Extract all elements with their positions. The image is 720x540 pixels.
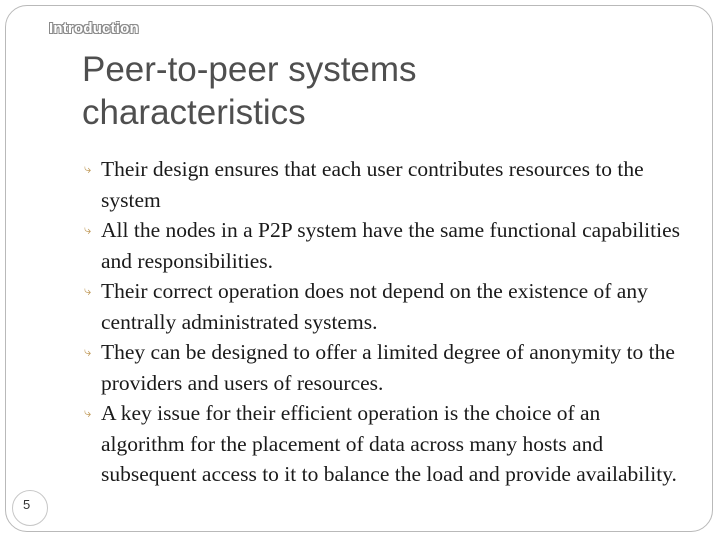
page-number: 5 [23, 497, 31, 512]
bullet-item [84, 154, 684, 215]
bullet-text: They can be designed to offer a limited degree of anonymity to the providers and users of resources. [101, 340, 675, 395]
curved-arrow-bullet-icon: ⤷ [84, 283, 92, 298]
bullet-text: A key issue for their efficient operation is the choice of an algorithm for the placement of data across many hosts and subsequent access to it to balance the load and provide availability. [101, 401, 677, 486]
bullet-item [84, 215, 684, 276]
section-label: Introduction [49, 20, 139, 37]
bullet-list [84, 154, 684, 490]
bullet-text: Their design ensures that each user contributes resources to the system [101, 157, 644, 212]
curved-arrow-bullet-icon: ⤷ [84, 161, 92, 176]
bullet-item [84, 337, 684, 398]
bullet-item [84, 398, 684, 490]
bullet-item [84, 276, 684, 337]
curved-arrow-bullet-icon: ⤷ [84, 344, 92, 359]
bullet-text: All the nodes in a P2P system have the same functional capabilities and responsibilities. [101, 218, 680, 273]
curved-arrow-bullet-icon: ⤷ [84, 405, 92, 420]
slide-title: Peer-to-peer systems characteristics [82, 50, 417, 132]
curved-arrow-bullet-icon: ⤷ [84, 222, 92, 237]
bullet-text: Their correct operation does not depend on the existence of any centrally administrated systems. [101, 279, 648, 334]
